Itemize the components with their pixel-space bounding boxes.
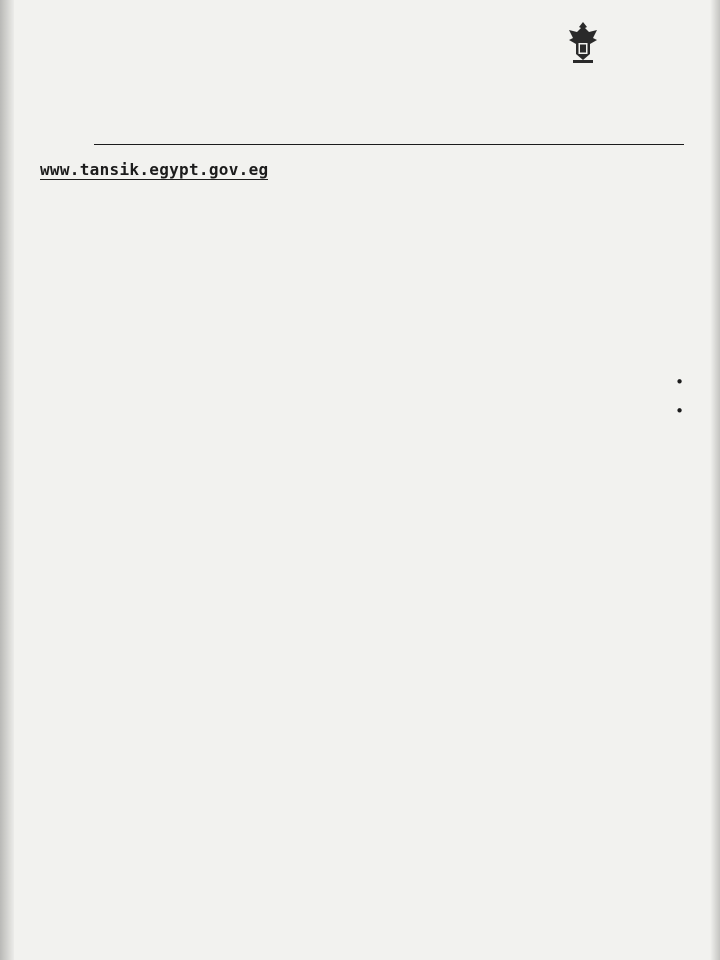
document-body xyxy=(36,196,686,866)
paragraph-6 xyxy=(36,341,686,365)
ministry-line xyxy=(424,83,664,102)
paragraph-3 xyxy=(36,254,686,278)
page-number xyxy=(320,904,400,924)
bullet-paragraph-2 xyxy=(36,399,686,423)
issuer-header xyxy=(424,64,664,121)
paragraph-2 xyxy=(36,225,686,249)
minister-line xyxy=(424,102,664,121)
page-edge-shadow xyxy=(0,0,14,960)
country-line xyxy=(424,64,664,83)
bullet-paragraph-1 xyxy=(36,370,686,394)
page-edge-shadow-right xyxy=(710,0,720,960)
paragraph-1 xyxy=(36,196,686,220)
document-title xyxy=(94,124,684,145)
eagle-emblem-icon xyxy=(566,20,600,64)
paragraph-5 xyxy=(36,312,686,336)
website-url: www.tansik.egypt.gov.eg xyxy=(40,160,269,179)
paragraph-4 xyxy=(36,283,686,307)
